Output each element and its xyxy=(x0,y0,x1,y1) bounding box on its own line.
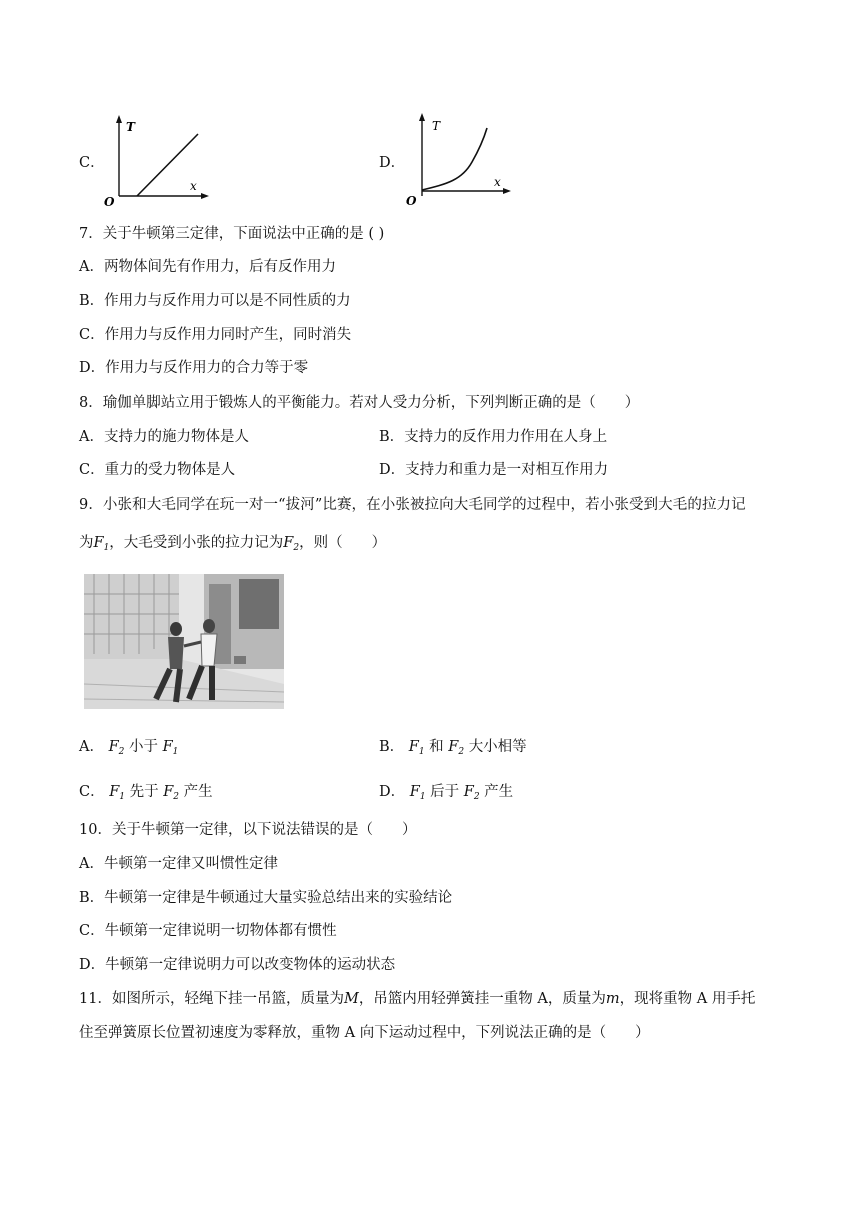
q7-stem: 7．关于牛顿第三定律，下面说法中正确的是 ( ) xyxy=(79,226,385,242)
q10-option-a: A．牛顿第一定律又叫惯性定律 xyxy=(79,856,278,872)
tug-of-war-photo xyxy=(84,574,284,709)
q9-option-c: C． $F_1$ 先于 $F_2$ 产生 xyxy=(79,784,213,802)
q8-option-c: C．重力的受力物体是人 xyxy=(79,462,236,478)
q9-stem-line2: 为$F_1$，大毛受到小张的拉力记为$F_2$，则（ ） xyxy=(79,535,387,553)
q8-option-a: A．支持力的施力物体是人 xyxy=(79,429,249,445)
q8-stem: 8．瑜伽单脚站立用于锻炼人的平衡能力。若对人受力分析，下列判断正确的是（ ） xyxy=(79,395,640,411)
q10-option-b: B．牛顿第一定律是牛顿通过大量实验总结出来的实验结论 xyxy=(79,890,453,906)
q9-stem-line1: 9．小张和大毛同学在玩一对一“拔河”比赛，在小张被拉向大毛同学的过程中，若小张受到大毛的拉力记 xyxy=(79,497,746,513)
q8-option-d: D．支持力和重力是一对相互作用力 xyxy=(379,462,609,478)
y-axis-label: T xyxy=(126,120,135,134)
option-d-label: D． xyxy=(379,155,406,171)
y-axis-arrow xyxy=(116,115,122,123)
q10-option-d: D．牛顿第一定律说明力可以改变物体的运动状态 xyxy=(79,957,396,973)
origin-label: O xyxy=(104,195,115,207)
x-axis-arrow xyxy=(201,193,209,199)
graph-c xyxy=(100,112,210,207)
q7-option-a: A．两物体间先有作用力，后有反作用力 xyxy=(79,259,336,275)
y-axis-label: T xyxy=(432,119,441,133)
x-axis-label: x xyxy=(190,179,197,193)
q11-stem-line1: 11．如图所示，轻绳下挂一吊篮，质量为M，吊篮内用轻弹簧挂一重物 A，质量为m，现将重物 A 用手托 xyxy=(79,991,756,1007)
q7-option-d: D．作用力与反作用力的合力等于零 xyxy=(79,360,309,376)
q7-option-b: B．作用力与反作用力可以是不同性质的力 xyxy=(79,293,351,309)
graph-d xyxy=(402,110,512,207)
q9-option-a: A． $F_2$ 小于 $F_1$ xyxy=(79,739,179,757)
q9-option-b: B． $F_1$ 和 $F_2$ 大小相等 xyxy=(379,739,527,757)
q7-option-c: C．作用力与反作用力同时产生，同时消失 xyxy=(79,327,352,343)
x-axis-arrow xyxy=(503,188,511,194)
q8-option-b: B．支持力的反作用力作用在人身上 xyxy=(379,429,608,445)
q11-stem-line2: 住至弹簧原长位置初速度为零释放，重物 A 向下运动过程中，下列说法正确的是（ ） xyxy=(79,1025,650,1041)
option-c-label: C． xyxy=(79,155,105,171)
q10-option-c: C．牛顿第一定律说明一切物体都有惯性 xyxy=(79,923,337,939)
parabolic-curve xyxy=(422,128,487,190)
linear-curve xyxy=(137,134,198,196)
y-axis-arrow xyxy=(419,113,425,121)
origin-label: O xyxy=(406,194,417,207)
q9-option-d: D． $F_1$ 后于 $F_2$ 产生 xyxy=(379,784,514,802)
x-axis-label: x xyxy=(494,175,501,189)
q10-stem: 10．关于牛顿第一定律，以下说法错误的是（ ） xyxy=(79,822,417,838)
